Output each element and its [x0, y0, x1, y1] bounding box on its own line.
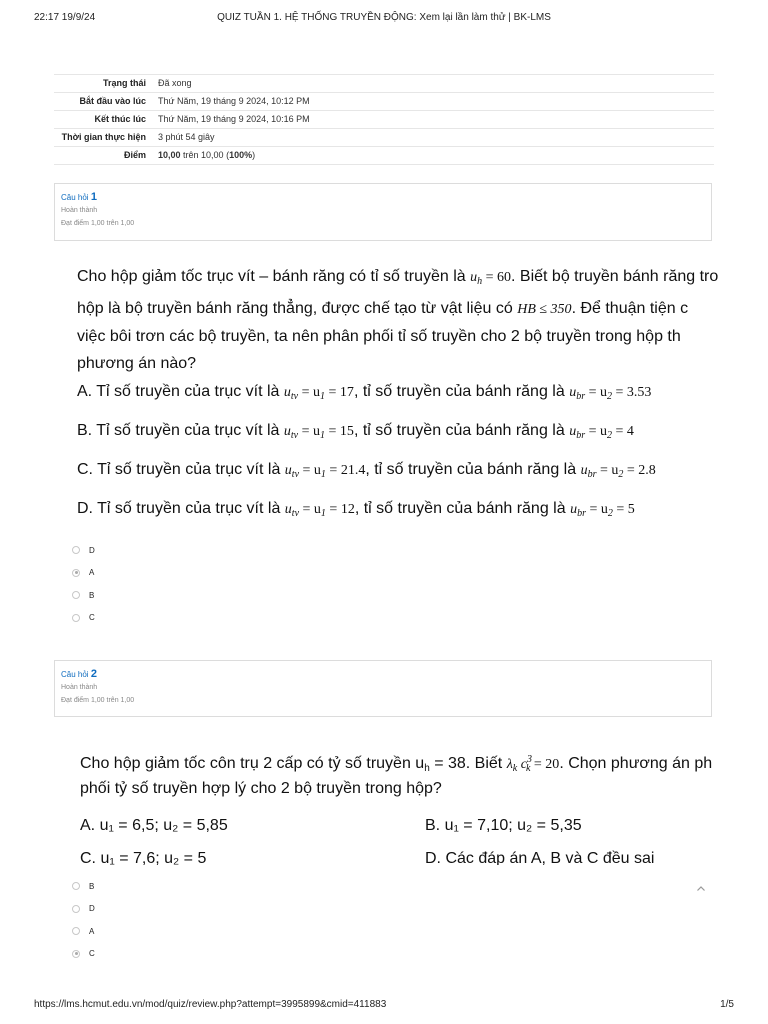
question-1-line-2: [77, 295, 734, 323]
grade-percent: 100%: [229, 150, 253, 160]
answer-label: B: [89, 590, 95, 600]
grade-score: 10,00: [158, 150, 181, 160]
math-value: = 17: [325, 385, 354, 400]
math-eq: = u: [299, 463, 321, 478]
question-number: [61, 668, 705, 680]
chevron-up-icon[interactable]: [696, 884, 706, 894]
print-url: https://lms.hcmut.edu.vn/mod/quiz/review.php?attempt=3995899&cmid=411883: [34, 999, 387, 1010]
answer-option[interactable]: [72, 539, 95, 562]
grade-close: ): [252, 150, 256, 160]
math-sub: br: [577, 508, 586, 519]
math-sub: 2: [618, 469, 624, 480]
answer-option[interactable]: [72, 562, 95, 585]
print-datetime: 22:17 19/9/24: [34, 12, 96, 23]
q2-options-row-1: [80, 816, 734, 836]
option-prefix: C. Tỉ số truyền của trục vít là: [77, 461, 281, 478]
q2-option-c: C. u₁ = 7,6; u₂ = 5: [80, 850, 207, 865]
q2-math-lambda: [506, 754, 560, 774]
math-sub: 2: [607, 508, 613, 519]
math-var: u: [569, 385, 577, 400]
math-sub: h: [424, 763, 430, 774]
answer-option[interactable]: [72, 607, 95, 630]
q2-text-part: Cho hộp giảm tốc côn trụ 2 cấp có tỷ số truyền u: [80, 755, 425, 772]
math-sup: 3: [526, 754, 532, 765]
q1-math-uh: [470, 270, 511, 285]
radio-button[interactable]: [72, 546, 80, 554]
option-math-2: [570, 502, 635, 517]
summary-label: Điểm: [54, 147, 152, 165]
option-math-2: [581, 463, 656, 478]
math-value: = 4: [612, 424, 634, 439]
question-grade: Đạt điểm 1,00 trên 1,00: [61, 697, 135, 704]
math-value: = 5: [612, 502, 635, 517]
summary-row-grade: [54, 147, 714, 165]
question-number-prefix: Câu hỏi: [61, 670, 89, 679]
q1-text-part: hộp là bộ truyền bánh răng thẳng, được chế tạo từ vật liệu có: [77, 300, 513, 317]
summary-row-started: [54, 93, 714, 111]
summary-value: Thứ Năm, 19 tháng 9 2024, 10:16 PM: [152, 111, 714, 129]
summary-value: Thứ Năm, 19 tháng 9 2024, 10:12 PM: [152, 93, 714, 111]
question-1-line-3: việc bôi trơn các bộ truyền, ta nên phân phối tỉ số truyền cho 2 bộ truyền trong hộp th: [77, 328, 681, 345]
answer-label: D: [89, 545, 95, 555]
radio-button-selected[interactable]: [72, 569, 80, 577]
attempt-summary-table: [54, 74, 714, 165]
question-number-value: 2: [90, 668, 97, 680]
summary-label: Bắt đầu vào lúc: [54, 93, 152, 111]
option-math-1: [284, 424, 354, 439]
q2-option-d: D. Các đáp án A, B và C đều sai: [425, 850, 655, 865]
summary-grade-value: [152, 147, 714, 165]
q2-option-b: B. u₁ = 7,10; u₂ = 5,35: [425, 817, 582, 834]
radio-button[interactable]: [72, 927, 80, 935]
question-1-line-1: [77, 263, 734, 295]
math-sub: 1: [320, 391, 326, 402]
q1-text-part: . Biết bộ truyền bánh răng tro: [511, 268, 719, 285]
option-math-1: [285, 463, 366, 478]
answer-label: C: [89, 949, 95, 959]
math-sub: h: [477, 276, 483, 287]
radio-button[interactable]: [72, 905, 80, 913]
option-math-1: [285, 502, 355, 517]
math-value: = 15: [325, 424, 354, 439]
option-mid: , tỉ số truyền của bánh răng là: [354, 500, 566, 517]
question-state: Hoàn thành: [61, 684, 98, 691]
question-2-answers: [72, 875, 95, 965]
answer-option[interactable]: [72, 875, 95, 898]
option-math-2: [569, 385, 651, 400]
q1-option-c: [77, 460, 656, 485]
question-state: Hoàn thành: [61, 207, 98, 214]
q2-text-part: = 38. Biết: [429, 755, 503, 772]
question-1-info: [54, 183, 712, 241]
answer-label: A: [89, 926, 95, 936]
question-1-line-4: phương án nào?: [77, 355, 197, 372]
question-number: [61, 191, 705, 203]
option-prefix: A. Tỉ số truyền của trục vít là: [77, 383, 280, 400]
math-var: u: [283, 385, 291, 400]
math-value: = 20: [530, 757, 560, 772]
summary-label: Trạng thái: [54, 75, 152, 93]
math-value: = 2.8: [623, 463, 656, 478]
summary-row-duration: [54, 129, 714, 147]
math-value: = 60: [482, 270, 512, 285]
answer-option[interactable]: [72, 943, 95, 966]
answer-label: B: [89, 881, 95, 891]
option-mid: , tỉ số truyền của bánh răng là: [365, 461, 577, 478]
radio-button[interactable]: [72, 591, 80, 599]
math-sub: br: [576, 430, 586, 441]
math-sub: k: [525, 763, 531, 774]
math-sub: tv: [290, 430, 299, 441]
option-math-1: [284, 385, 354, 400]
math-var: u: [569, 424, 577, 439]
answer-label: D: [89, 904, 95, 914]
math-eq: = u: [298, 385, 321, 400]
answer-label: C: [89, 613, 95, 623]
option-mid: , tỉ số truyền của bánh răng là: [353, 422, 565, 439]
math-sub: 1: [320, 430, 326, 441]
q1-math-hb: HB ≤ 350: [517, 302, 572, 317]
math-value: = 21.4: [325, 463, 366, 478]
math-sub: tv: [291, 469, 300, 480]
summary-row-state: [54, 75, 714, 93]
math-var: λ: [506, 757, 513, 772]
print-page-number: 1/5: [720, 999, 734, 1010]
math-var: u: [283, 424, 291, 439]
math-eq: = u: [585, 502, 608, 517]
math-var: u: [570, 502, 578, 517]
q1-option-d: [77, 499, 635, 524]
answer-option[interactable]: [72, 898, 95, 921]
answer-option[interactable]: [72, 920, 95, 943]
math-sub: tv: [291, 508, 300, 519]
question-2-text: [80, 750, 734, 865]
math-var: c: [517, 757, 527, 772]
question-1-text: [77, 263, 734, 553]
math-eq: = u: [585, 424, 607, 439]
question-number-prefix: Câu hỏi: [61, 193, 89, 202]
q2-option-a: A. u₁ = 6,5; u₂ = 5,85: [80, 817, 228, 834]
q2-text-part: . Chọn phương án ph: [559, 755, 713, 772]
math-var: u: [284, 502, 292, 517]
math-sub: 2: [607, 391, 612, 402]
math-sub: 1: [320, 469, 326, 480]
math-sub: br: [576, 391, 586, 402]
math-sub: 1: [320, 508, 326, 519]
math-var: u: [470, 270, 478, 285]
math-sub: k: [512, 763, 518, 774]
math-value: = 3.53: [612, 385, 652, 400]
question-1-answers: [72, 539, 95, 629]
question-2-info: [54, 660, 712, 717]
math-eq: = u: [596, 463, 619, 478]
math-sub: tv: [290, 391, 299, 402]
radio-button-selected[interactable]: [72, 950, 80, 958]
answer-option[interactable]: [72, 584, 95, 607]
math-var: u: [580, 463, 588, 478]
option-prefix: D. Tỉ số truyền của trục vít là: [77, 500, 281, 517]
summary-value: 3 phút 54 giây: [152, 129, 714, 147]
option-prefix: B. Tỉ số truyền của trục vít là: [77, 422, 280, 439]
summary-value: Đã xong: [152, 75, 714, 93]
question-number-value: 1: [90, 191, 97, 203]
q1-text-part: . Để thuận tiện c: [571, 300, 689, 317]
option-mid: , tỉ số truyền của bánh răng là: [353, 383, 565, 400]
radio-button[interactable]: [72, 882, 80, 890]
math-value: = 12: [325, 502, 355, 517]
option-math-2: [569, 424, 634, 439]
q1-option-a: [77, 382, 651, 407]
question-2-line-1: [80, 750, 734, 779]
math-eq: = u: [298, 424, 321, 439]
radio-button[interactable]: [72, 614, 80, 622]
answer-label: A: [89, 568, 95, 578]
question-grade: Đạt điểm 1,00 trên 1,00: [61, 220, 135, 227]
summary-row-completed: [54, 111, 714, 129]
grade-out-of: trên 10,00 (: [180, 150, 230, 160]
summary-label: Thời gian thực hiện: [54, 129, 152, 147]
q1-text-part: Cho hộp giảm tốc trục vít – bánh răng có tỉ số truyền là: [77, 268, 466, 285]
math-eq: = u: [585, 385, 607, 400]
math-var: u: [284, 463, 292, 478]
summary-label: Kết thúc lúc: [54, 111, 152, 129]
math-sub: 2: [607, 430, 612, 441]
question-2-line-2: phối tỷ số truyền hợp lý cho 2 bộ truyền trong hộp?: [80, 780, 442, 797]
print-header: [34, 12, 734, 26]
q2-options-row-2: [80, 849, 734, 865]
q1-option-b: [77, 421, 634, 446]
print-page-title: QUIZ TUẦN 1. HỆ THỐNG TRUYỀN ĐỘNG: Xem lại lần làm thử | BK-LMS: [217, 12, 551, 23]
math-eq: = u: [299, 502, 321, 517]
math-sub: br: [587, 469, 597, 480]
